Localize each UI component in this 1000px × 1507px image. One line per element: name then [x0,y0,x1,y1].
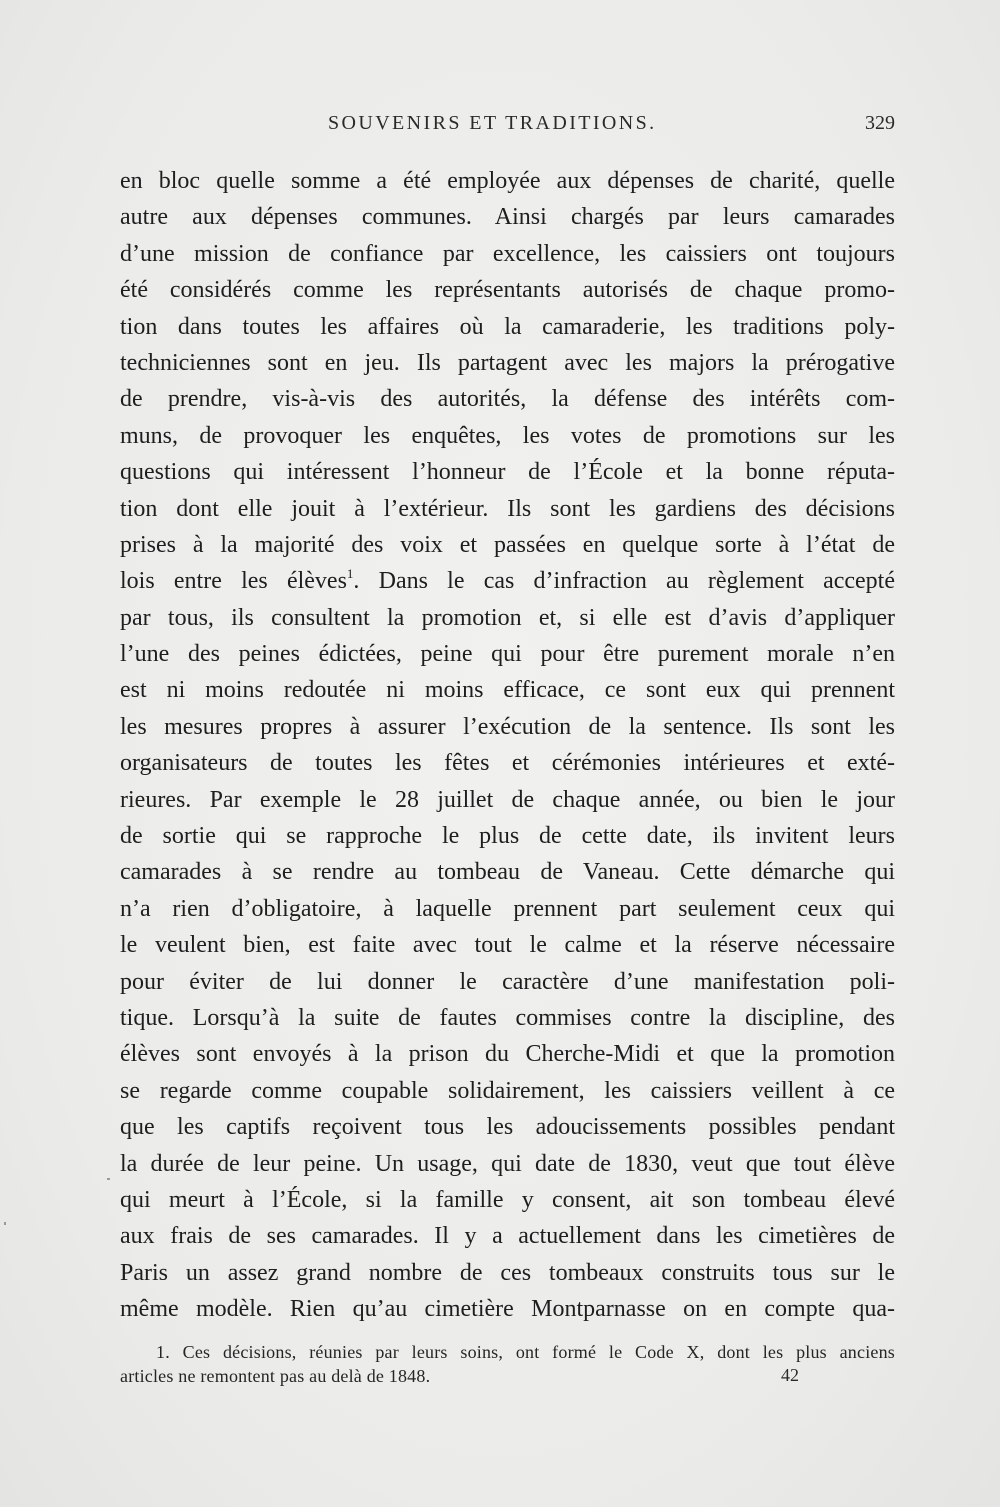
text-line: pour éviter de lui donner le caractère d’une manifestation poli- [120,968,895,995]
text-line: élèves sont envoyés à la prison du Cherche-Midi et que la promotion [120,1041,895,1068]
text-line: le veulent bien, est faite avec tout le calme et la réserve nécessaire [120,932,895,959]
text-line: tion dans toutes les affaires où la camaraderie, les traditions poly- [120,313,895,340]
page-number: 329 [865,112,895,134]
footnote-reference[interactable]: 1 [346,566,354,582]
page-header [120,112,895,142]
text-line: la durée de leur peine. Un usage, qui date de 1830, veut que tout élève [120,1150,895,1177]
text-line: l’une des peines édictées, peine qui pour être purement morale n’en [120,641,895,668]
text-line: été considérés comme les représentants autorisés de chaque promo- [120,277,895,304]
text-segment: lois entre les élèves [120,568,347,595]
text-line: de sortie qui se rapproche le plus de cette date, ils invitent leurs [120,823,895,850]
text-line: en bloc quelle somme a été employée aux dépenses de charité, quelle [120,168,895,194]
running-title: SOUVENIRS ET TRADITIONS. [328,112,657,134]
text-line-with-footnote-ref [120,563,895,599]
margin-speck [107,1178,110,1180]
text-line: de prendre, vis-à-vis des autorités, la défense des intérêts com- [120,386,895,413]
signature-mark: 42 [781,1365,799,1385]
text-line: d’une mission de confiance par excellence, les caissiers ont toujours [120,240,895,267]
text-line: organisateurs de toutes les fêtes et cérémonies intérieures et exté- [120,750,895,777]
text-line: que les captifs reçoivent tous les adoucissements possibles pendant [120,1114,895,1141]
text-line: techniciennes sont en jeu. Ils partagent avec les majors la prérogative [120,349,895,376]
text-line: tique. Lorsqu’à la suite de fautes commises contre la discipline, des [120,1004,895,1031]
text-line: même modèle. Rien qu’au cimetière Montparnasse on en compte qua- [120,1296,895,1323]
text-line: tion dont elle jouit à l’extérieur. Ils sont les gardiens des décisions [120,495,895,522]
text-line: se regarde comme coupable solidairement, les caissiers veillent à ce [120,1077,895,1104]
text-line: par tous, ils consultent la promotion et, si elle est d’avis d’appliquer [120,604,895,631]
text-line: n’a rien d’obligatoire, à laquelle prennent part seulement ceux qui [120,895,895,922]
text-line: camarades à se rendre au tombeau de Vaneau. Cette démarche qui [120,859,895,886]
text-line: muns, de provoquer les enquêtes, les votes de promotions sur les [120,422,895,449]
text-line: prises à la majorité des voix et passées en quelque sorte à l’état de [120,531,895,558]
margin-speck [4,1222,6,1225]
footnote-line: 1. Ces décisions, réunies par leurs soins, ont formé le Code X, dont les plus anciens [156,1342,895,1362]
text-line: Paris un assez grand nombre de ces tombeaux construits tous sur le [120,1259,895,1286]
text-line: qui meurt à l’École, si la famille y consent, ait son tombeau élevé [120,1186,895,1213]
text-line: est ni moins redoutée ni moins efficace, ce sont eux qui prennent [120,677,895,704]
footnote-line: articles ne remontent pas au delà de 1848. [120,1366,431,1386]
body-text [120,163,895,1328]
text-line: rieures. Par exemple le 28 juillet de chaque année, ou bien le jour [120,786,895,813]
text-segment: . Dans le cas d’infraction au règlement accepté [353,568,895,595]
text-line: questions qui intéressent l’honneur de l’École et la bonne réputa- [120,459,895,486]
text-line: les mesures propres à assurer l’exécution de la sentence. Ils sont les [120,713,895,740]
text-line: autre aux dépenses communes. Ainsi chargés par leurs camarades [120,204,895,231]
text-line: aux frais de ses camarades. Il y a actuellement dans les cimetières de [120,1223,895,1250]
